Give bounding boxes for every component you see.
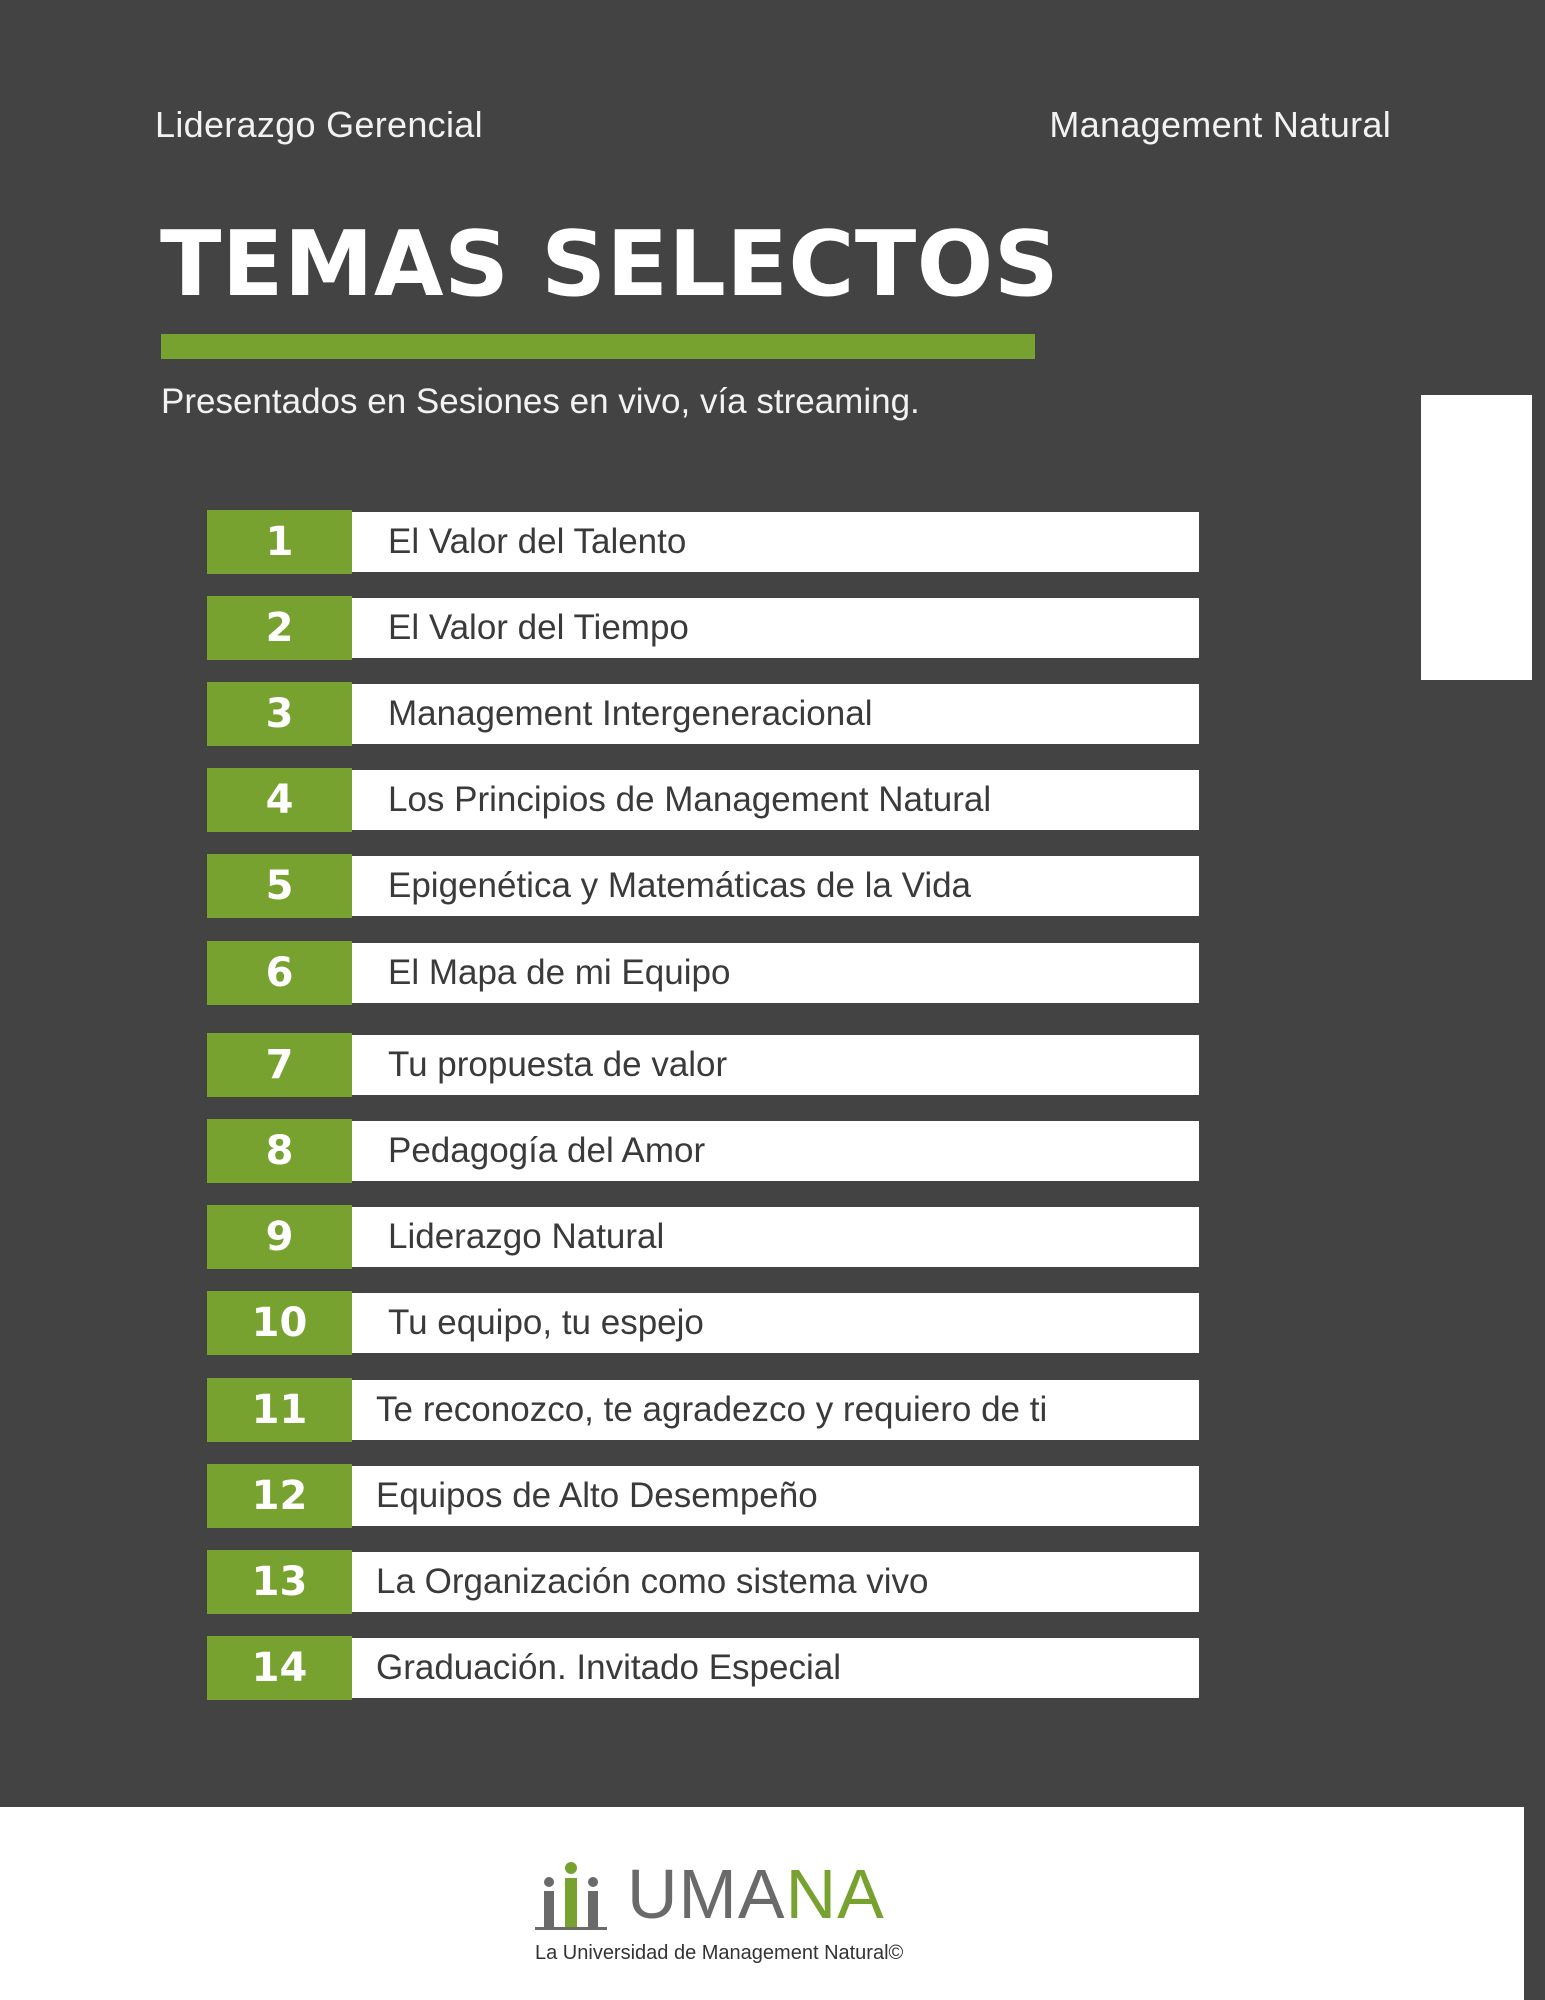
topic-item <box>207 598 1199 658</box>
topic-item <box>207 856 1199 916</box>
topic-item <box>207 1293 1199 1353</box>
header-right: Management Natural <box>1049 104 1391 145</box>
topic-number: 9 <box>207 1205 352 1269</box>
topic-number: 3 <box>207 682 352 746</box>
topic-item <box>207 1638 1199 1698</box>
topic-label: El Mapa de mi Equipo <box>352 943 1199 1003</box>
topic-item <box>207 1466 1199 1526</box>
topic-label: Tu equipo, tu espejo <box>352 1293 1199 1353</box>
topic-number: 4 <box>207 768 352 832</box>
topic-number: 13 <box>207 1550 352 1614</box>
topic-label: El Valor del Talento <box>352 512 1199 572</box>
topic-label: Equipos de Alto Desempeño <box>352 1466 1199 1526</box>
topic-item <box>207 770 1199 830</box>
side-tab <box>1421 395 1532 680</box>
topic-number: 5 <box>207 854 352 918</box>
topic-item <box>207 1035 1199 1095</box>
topic-label: Epigenética y Matemáticas de la Vida <box>352 856 1199 916</box>
topic-item <box>207 1552 1199 1612</box>
umana-logo <box>535 1855 995 1970</box>
subtitle: Presentados en Sesiones en vivo, vía streaming. <box>161 382 920 421</box>
logo-wordmark-na: NA <box>785 1855 885 1933</box>
topic-number: 11 <box>207 1378 352 1442</box>
topic-number: 1 <box>207 510 352 574</box>
topic-number: 2 <box>207 596 352 660</box>
topic-item <box>207 1207 1199 1267</box>
people-bars-icon <box>535 1860 607 1932</box>
header-left: Liderazgo Gerencial <box>155 104 483 145</box>
logo-wordmark <box>627 1854 885 1934</box>
topic-number: 6 <box>207 941 352 1005</box>
topic-label: Management Intergeneracional <box>352 684 1199 744</box>
topic-label: Los Principios de Management Natural <box>352 770 1199 830</box>
logo-tagline: La Universidad de Management Natural© <box>535 1942 904 1964</box>
topic-number: 8 <box>207 1119 352 1183</box>
logo-wordmark-um: UMA <box>627 1855 786 1933</box>
topic-label: Graduación. Invitado Especial <box>352 1638 1199 1698</box>
topic-number: 10 <box>207 1291 352 1355</box>
topic-label: El Valor del Tiempo <box>352 598 1199 658</box>
topic-label: Te reconozco, te agradezco y requiero de ti <box>352 1380 1199 1440</box>
topic-item <box>207 512 1199 572</box>
topic-item <box>207 1380 1199 1440</box>
topics-list <box>207 0 1199 1720</box>
topic-number: 12 <box>207 1464 352 1528</box>
topic-label: Pedagogía del Amor <box>352 1121 1199 1181</box>
topic-label: Tu propuesta de valor <box>352 1035 1199 1095</box>
page-title: TEMAS SELECTOS <box>160 212 1060 317</box>
topic-item <box>207 1121 1199 1181</box>
topic-number: 7 <box>207 1033 352 1097</box>
topic-label: Liderazgo Natural <box>352 1207 1199 1267</box>
topic-item <box>207 684 1199 744</box>
topic-number: 14 <box>207 1636 352 1700</box>
topic-item <box>207 943 1199 1003</box>
topic-label: La Organización como sistema vivo <box>352 1552 1199 1612</box>
